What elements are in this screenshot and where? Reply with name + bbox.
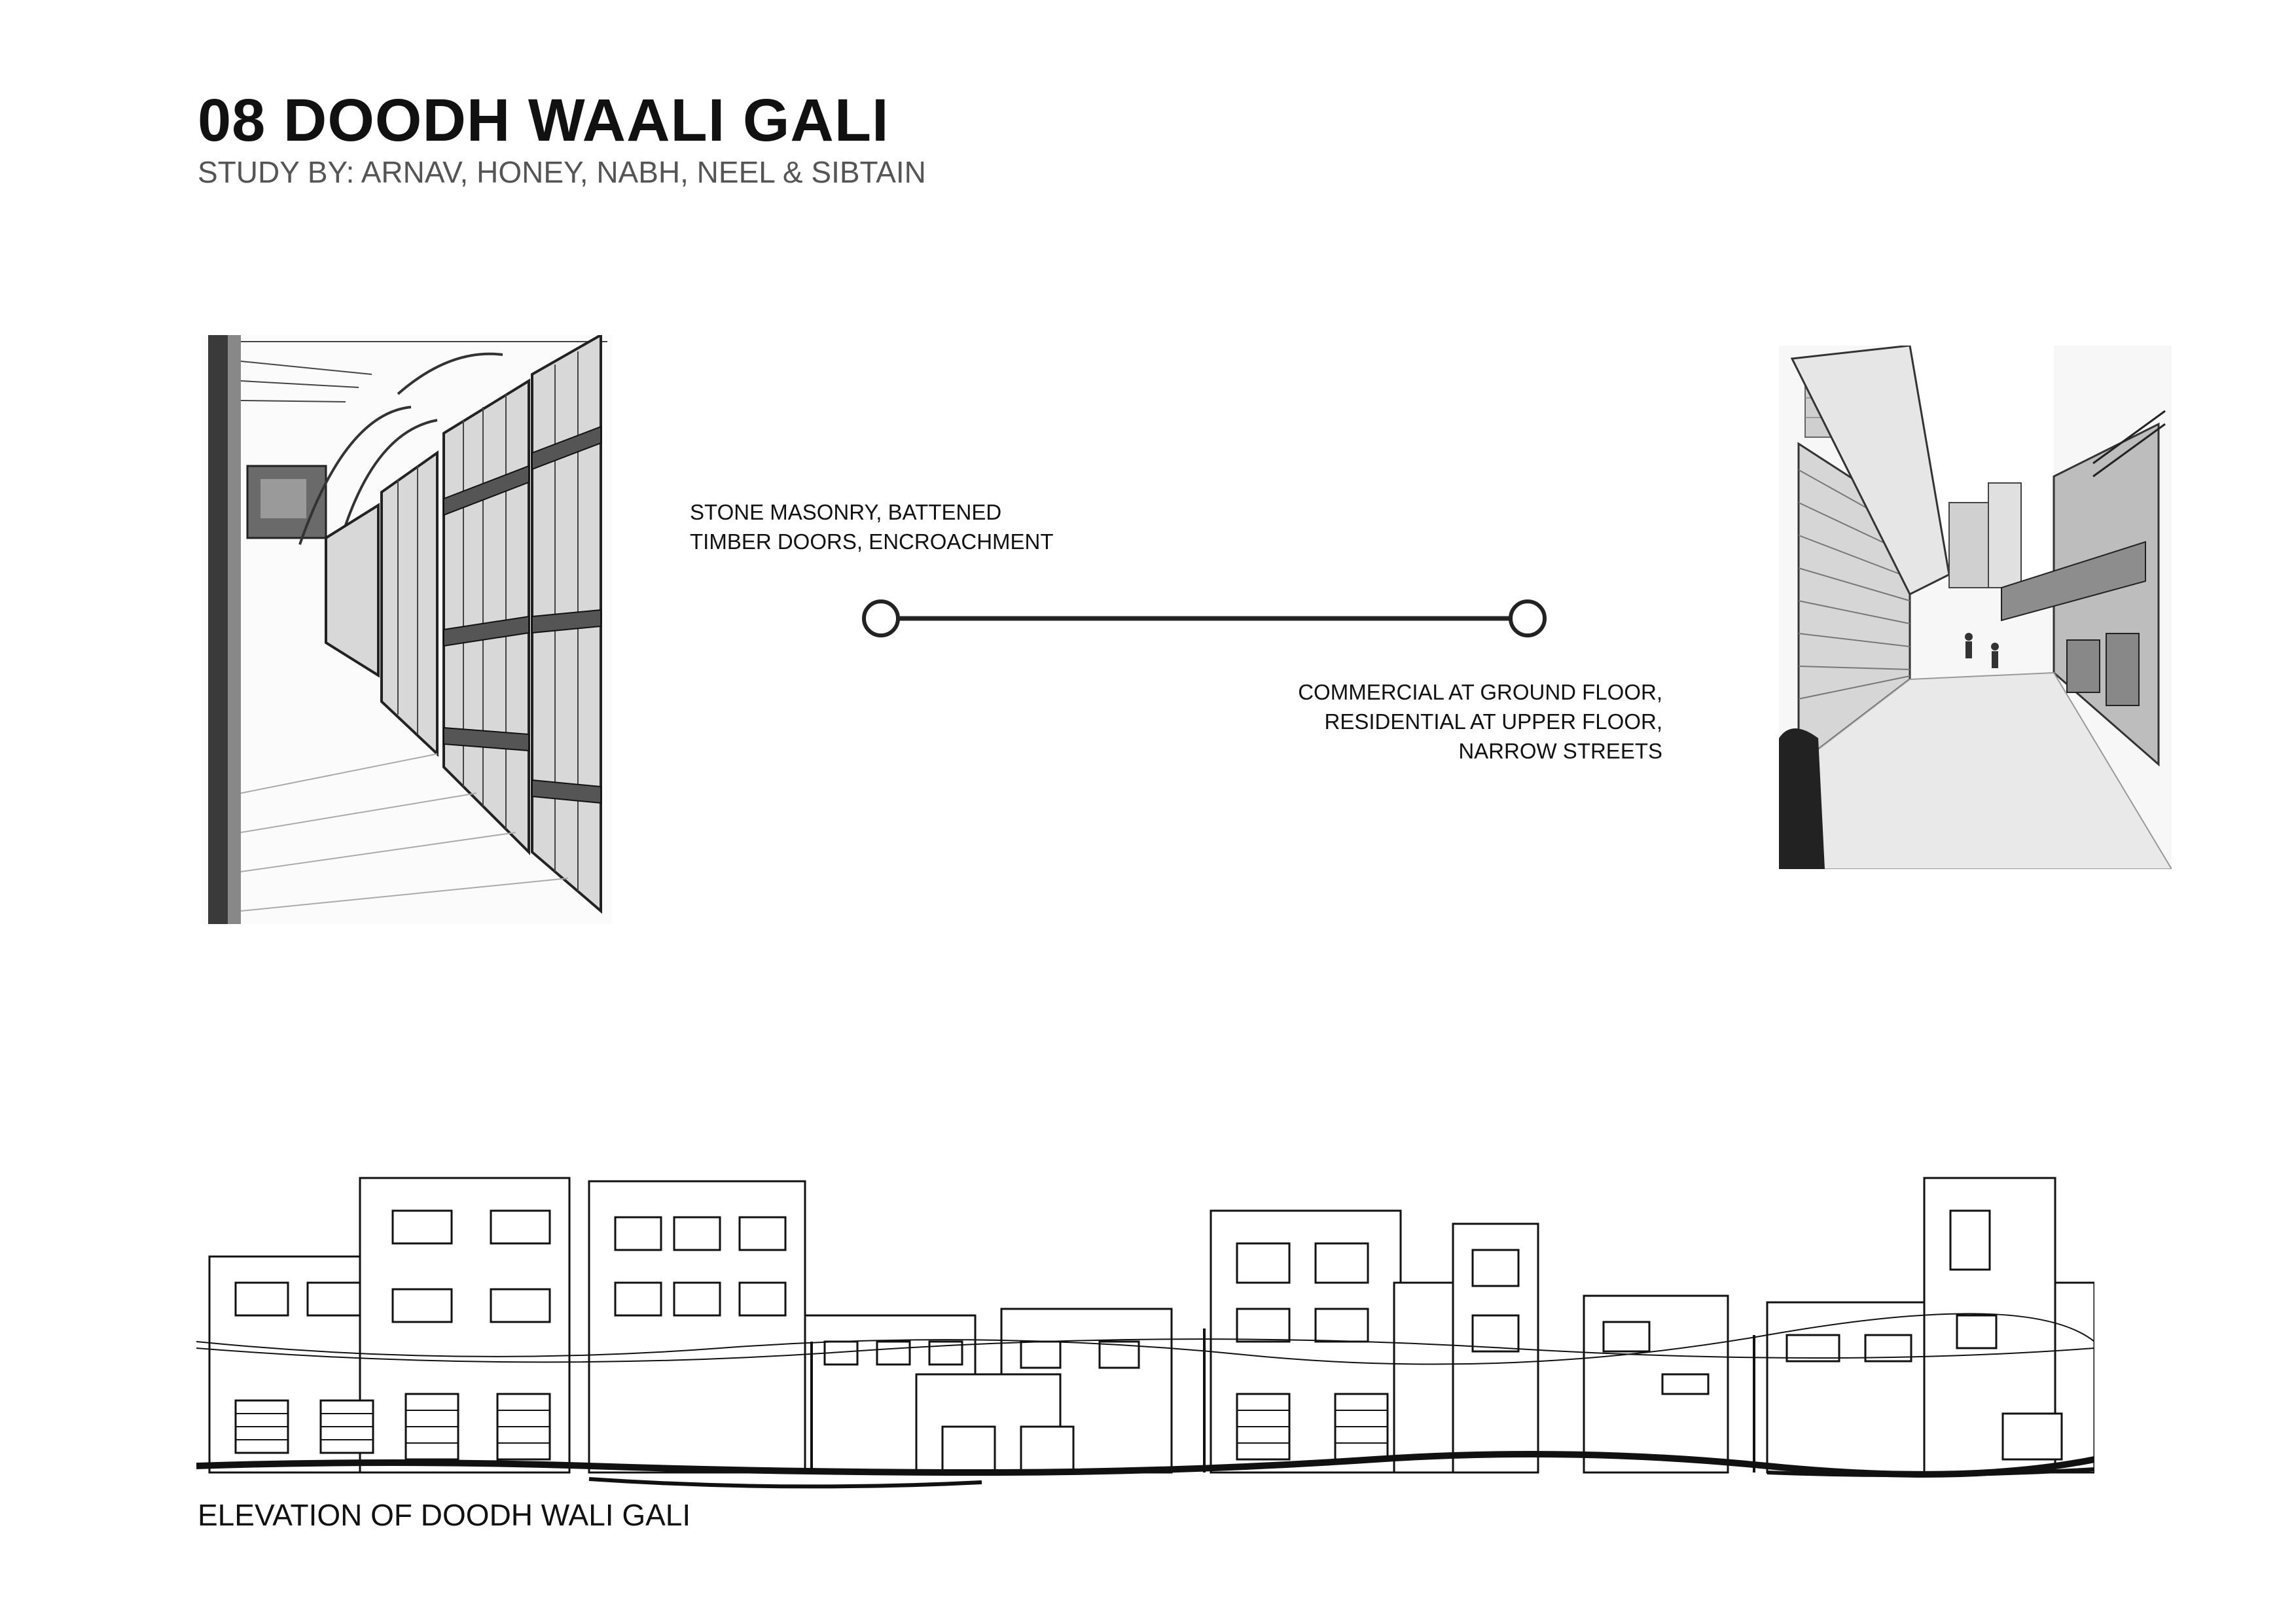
left-street-sketch xyxy=(202,335,613,924)
annotation-line: COMMERCIAL AT GROUND FLOOR, xyxy=(1298,680,1662,704)
annotation-line: TIMBER DOORS, ENCROACHMENT xyxy=(690,529,1054,554)
annotation-connector-line xyxy=(857,596,1551,641)
annotation-line: STONE MASONRY, BATTENED xyxy=(690,500,1002,524)
annotation-line: NARROW STREETS xyxy=(1458,739,1662,763)
page-title: 08 DOODH WAALI GALI xyxy=(198,87,889,154)
street-elevation-drawing xyxy=(196,1152,2094,1492)
study-credits: STUDY BY: ARNAV, HONEY, NABH, NEEL & SIBTAIN xyxy=(198,155,926,189)
right-street-sketch xyxy=(1779,346,2172,869)
annotation-usage xyxy=(1178,677,1662,766)
annotation-materials xyxy=(690,497,1054,556)
elevation-caption: ELEVATION OF DOODH WALI GALI xyxy=(198,1498,691,1532)
annotation-line: RESIDENTIAL AT UPPER FLOOR, xyxy=(1324,709,1662,734)
